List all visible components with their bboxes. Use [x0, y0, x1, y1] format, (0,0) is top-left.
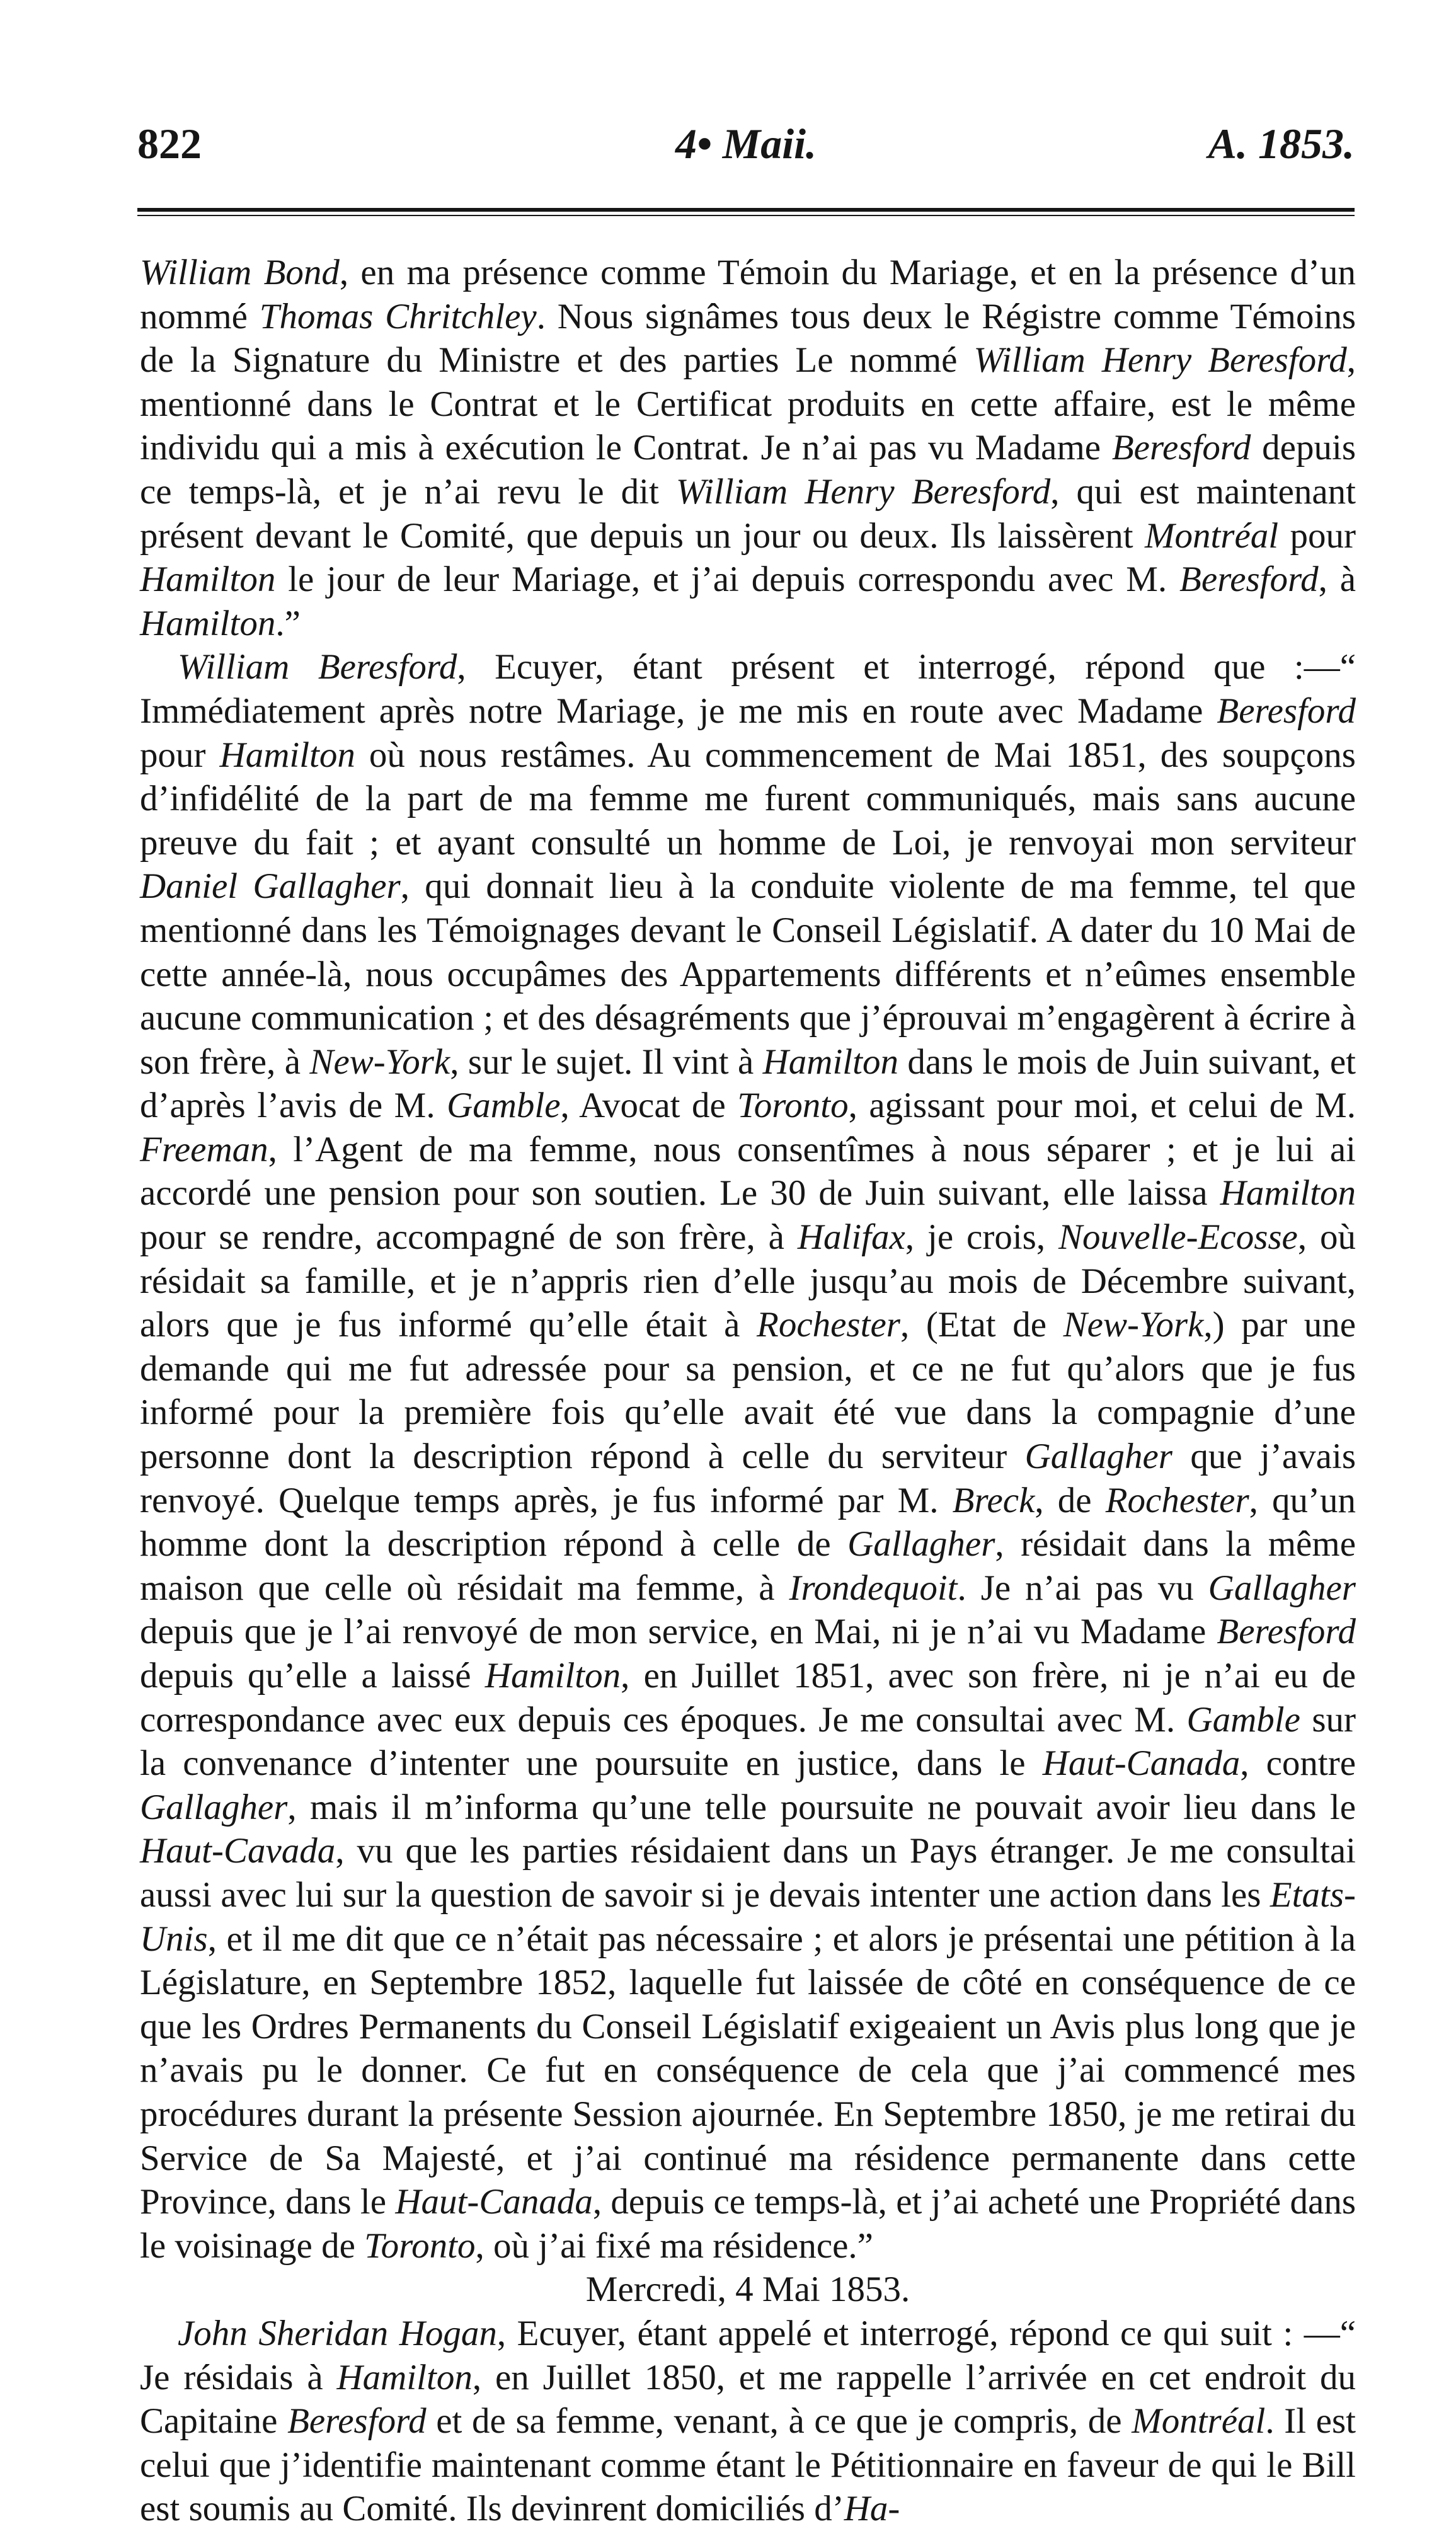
- italic-name: Daniel Gallagher: [140, 866, 401, 907]
- body-text: [140, 251, 1356, 2531]
- italic-name: Hamilton: [762, 1042, 898, 1082]
- text-run: , (Etat de: [900, 1305, 1063, 1345]
- italic-name: Haut-Cavada: [140, 1831, 336, 1871]
- text-run: , en Juillet 1851, avec son frère, ni je n’ai eu de correspondance avec eux depuis ces époques. Je me consultai avec M.: [140, 1656, 1356, 1740]
- italic-name: Toronto: [364, 2225, 476, 2266]
- text-run: , en Juillet 1850, et me rappelle l’arrivée en cet endroit du Capitaine: [140, 2357, 1356, 2442]
- paragraph: [140, 2312, 1356, 2531]
- italic-name: Hamilton: [484, 1656, 621, 1696]
- italic-name: Beresford: [1217, 1612, 1356, 1652]
- text-run: , contre: [1240, 1743, 1356, 1784]
- text-run: depuis qu’elle a laissé: [140, 1656, 485, 1696]
- italic-name: Etats-Unis: [140, 1874, 1356, 1959]
- text-run: , Avocat de: [560, 1086, 738, 1126]
- italic-name: Gallagher: [847, 1524, 995, 1564]
- text-run: , qu’un homme dont la description répond à celle de: [140, 1480, 1356, 1564]
- italic-name: Montréal: [1132, 2401, 1266, 2442]
- text-run: , qui est maintenant présent devant le Comité, que depuis un jour ou deux. Ils laissèrent: [140, 471, 1356, 556]
- text-run: . Nous signâmes tous deux le Régistre comme Témoins de la Signature du Ministre et des parties Le nommé: [140, 296, 1356, 381]
- italic-name: Freeman: [140, 1129, 268, 1169]
- text-run: , mais il m’informa qu’une telle poursuite ne pouvait avoir lieu dans le: [287, 1787, 1356, 1827]
- text-run: , où résidait sa famille, et je n’appris rien d’elle jusqu’au mois de Décembre suivant, alors que je fus informé qu’elle était à: [140, 1217, 1356, 1345]
- italic-name: Hamilton: [140, 560, 276, 600]
- italic-name: Haut-Canada: [1042, 1743, 1241, 1784]
- italic-name: William Henry Beresford: [973, 340, 1347, 381]
- italic-name: Haut-Canada: [395, 2182, 593, 2222]
- italic-name: Beresford: [1179, 560, 1319, 600]
- italic-name: Nouvelle-Ecosse: [1058, 1217, 1298, 1258]
- italic-name: William Henry Beresford: [675, 471, 1051, 512]
- text-run: depuis que je l’ai renvoyé de mon service, en Mai, ni je n’ai vu Madame: [140, 1612, 1217, 1652]
- text-run: , et il me dit que ce n’était pas nécessaire ; et alors je présentai une pétition à la Législature, en Septembre 1852, laquelle fut laissée de côté en conséquence de ce que les Ordres Permanents du Conseil Législatif exigeaient un Avis plus long que je n’avais pu le donner. Ce fut en conséquence de cela que j’ai commencé mes procédures durant la présente Session ajournée. En Septembre 1850, je me retirai du Service de Sa Majesté, et j’ai continué ma résidence permanente dans cette Province, dans le: [140, 1919, 1356, 2222]
- text-run: et de sa femme, venant, à ce que je compris, de: [426, 2401, 1132, 2442]
- text-run: . Je n’ai pas vu: [957, 1568, 1208, 1608]
- paragraph: [140, 645, 1356, 2268]
- text-run: .”: [275, 603, 301, 643]
- text-run: ,) par une demande qui me fut adressée pour sa pension, et ce ne fut qu’alors que je fus informé pour la première fois qu’elle avait été vue dans la compagnie d’une personne dont la description répond à celle du serviteur: [140, 1305, 1356, 1477]
- italic-name: Gamble: [1186, 1699, 1300, 1740]
- text-run: que j’avais renvoyé. Quelque temps après, je fus informé par M.: [140, 1437, 1356, 1520]
- italic-name: William Beresford: [178, 647, 457, 687]
- italic-name: New-York: [309, 1042, 450, 1082]
- italic-name: New-York: [1063, 1305, 1204, 1345]
- text-run: où nous restâmes. Au commencement de Mai 1851, des soupçons d’infidélité de la part de ma femme me furent communiqués, mais sans aucune preuve du fait ; et ayant consulté un homme de Loi, je renvoyai mon serviteur: [140, 735, 1356, 863]
- italic-name: Irondequoit: [789, 1568, 958, 1608]
- text-run: , vu que les parties résidaient dans un Pays étranger. Je me consultai aussi avec lui sur la question de savoir si je devais intenter une action dans les: [140, 1831, 1356, 1915]
- italic-name: Ha-: [844, 2489, 900, 2529]
- italic-name: Breck: [952, 1480, 1035, 1520]
- text-run: , mentionné dans le Contrat et le Certificat produits en cette affaire, est le même individu qui a mis à exécution le Contrat. Je n’ai pas vu Madame: [140, 340, 1356, 468]
- text-run: dans le mois de Juin suivant, et d’après l’avis de M.: [140, 1042, 1356, 1126]
- page-number: 822: [137, 120, 202, 168]
- text-run: Mercredi, 4 Mai 1853.: [585, 2270, 910, 2310]
- text-run: , sur le sujet. Il vint à: [450, 1042, 763, 1082]
- text-run: , où j’ai fixé ma résidence.”: [475, 2225, 873, 2266]
- italic-name: William Bond: [140, 253, 340, 292]
- text-run: sur la convenance d’intenter une poursuite en justice, dans le: [140, 1699, 1356, 1784]
- italic-name: John Sheridan Hogan: [178, 2313, 497, 2353]
- italic-name: Gallagher: [1208, 1568, 1356, 1608]
- italic-name: Beresford: [1111, 428, 1251, 468]
- header-rule-thick: [137, 208, 1355, 212]
- italic-name: Hamilton: [140, 603, 276, 643]
- italic-name: Hamilton: [1220, 1173, 1356, 1214]
- italic-name: Rochester: [1105, 1480, 1249, 1520]
- italic-name: Montréal: [1144, 515, 1279, 556]
- italic-name: Hamilton: [336, 2357, 473, 2397]
- text-run: , agissant pour moi, et celui de M.: [848, 1086, 1356, 1126]
- paragraph: [140, 251, 1356, 645]
- italic-name: Gallagher: [1024, 1437, 1172, 1477]
- text-run: pour: [1278, 515, 1356, 556]
- italic-name: Halifax: [797, 1217, 905, 1258]
- text-run: . Il est celui que j’identifie maintenant comme étant le Pétitionnaire en faveur de qui le Bill est soumis au Comité. Ils devinrent domiciliés d’: [140, 2401, 1356, 2529]
- header-rule-thin: [137, 215, 1355, 216]
- text-run: , de: [1035, 1480, 1106, 1520]
- session-date-line: [140, 2268, 1356, 2312]
- italic-name: Beresford: [1217, 691, 1356, 731]
- text-run: , résidait dans la même maison que celle où résidait ma femme, à: [140, 1524, 1356, 1608]
- text-run: depuis ce temps-là, et je n’ai revu le dit: [140, 428, 1356, 512]
- text-run: , en ma présence comme Témoin du Mariage, et en la présence d’un nommé: [140, 253, 1356, 336]
- italic-name: Hamilton: [219, 735, 355, 775]
- header-date: 4• Maii.: [675, 120, 817, 168]
- italic-name: Thomas Chritchley: [259, 296, 537, 336]
- text-run: , Ecuyer, étant appelé et interrogé, répond ce qui suit : —“ Je résidais à: [140, 2313, 1356, 2397]
- text-run: pour se rendre, accompagné de son frère, à: [140, 1217, 798, 1258]
- text-run: , Ecuyer, étant présent et interrogé, répond que :—“ Immédiatement après notre Mariage, je me mis en route avec Madame: [140, 647, 1356, 731]
- text-run: , qui donnait lieu à la conduite violente de ma femme, tel que mentionné dans les Témoignages devant le Conseil Législatif. A dater du 10 Mai de cette année-là, nous occupâmes des Appartements différents et n’eûmes ensemble aucune communication ; et des désagréments que j’éprouvai m’engagèrent à écrire à son frère, à: [140, 866, 1356, 1082]
- running-header: [137, 118, 1355, 169]
- italic-name: Rochester: [757, 1305, 900, 1345]
- text-run: , depuis ce temps-là, et j’ai acheté une Propriété dans le voisinage de: [140, 2182, 1356, 2266]
- text-run: , l’Agent de ma femme, nous consentîmes à nous séparer ; et je lui ai accordé une pension pour son soutien. Le 30 de Juin suivant, elle laissa: [140, 1129, 1356, 1214]
- text-run: , je crois,: [905, 1217, 1058, 1258]
- italic-name: Gamble: [447, 1086, 561, 1126]
- italic-name: Beresford: [287, 2401, 427, 2442]
- italic-name: Gallagher: [140, 1787, 288, 1827]
- text-run: le jour de leur Mariage, et j’ai depuis correspondu avec M.: [275, 560, 1180, 600]
- header-year: A. 1853.: [1208, 120, 1355, 168]
- italic-name: Toronto: [737, 1086, 849, 1126]
- text-run: pour: [140, 735, 220, 775]
- text-run: , à: [1318, 560, 1356, 600]
